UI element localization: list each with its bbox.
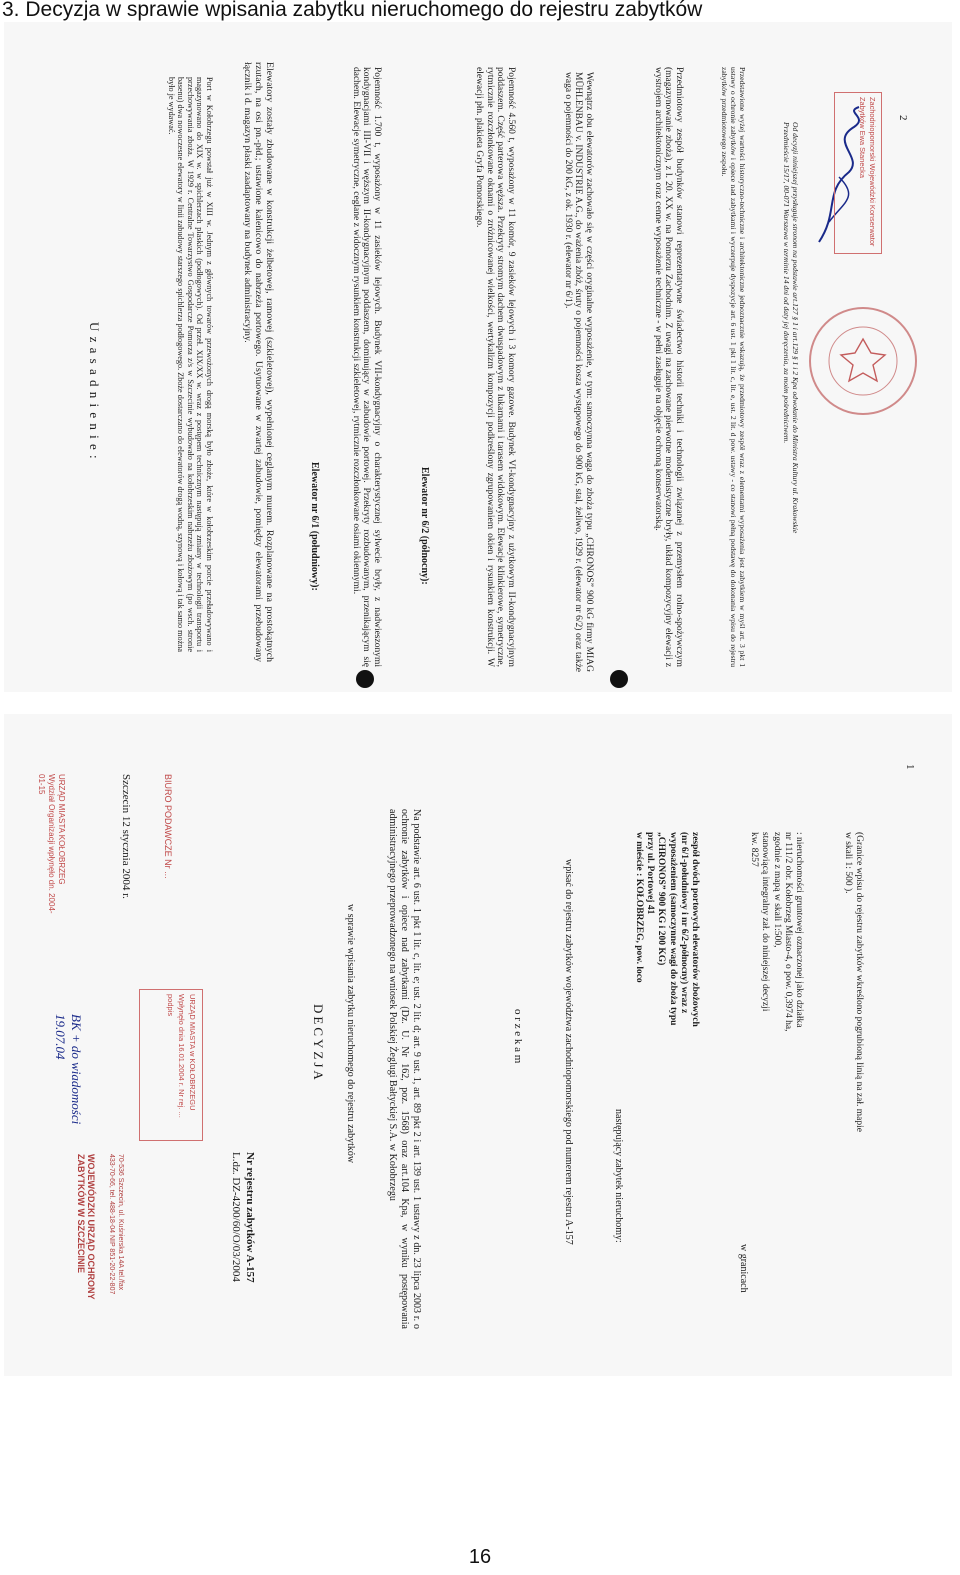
appeal-note: Od decyzji niniejszej przysługuje stronom na podstawie art.127 § 1 i art.129 § 1 i 2 Kpa odwołanie do Ministra Kultury ul. Krakowskie Przedmieście 15/17, 00-071 Warszawa w terminie 14 dni od daty jej doręczenia, za moim pośrednictwem. bbox=[782, 122, 800, 534]
bounds-line: nr 111/2 obr. Kołobrzeg Miasto-4, o pow. 0,3974 ha, bbox=[782, 832, 793, 1032]
stamp-kolobrzeg bbox=[139, 989, 203, 1141]
decision-text: wpisać do rejestru zabytków województwa zachodniopomorskiego pod numerem rejestru A-157 bbox=[563, 859, 574, 1245]
object-line: „CHRONOS” 900 KG i 200 KG) bbox=[656, 832, 667, 966]
place-date: Szczecin 12 stycznia 2004 r. bbox=[120, 774, 132, 899]
object-line: w mieście : KOŁOBRZEG, pow. loco bbox=[633, 832, 644, 983]
conclusion: Przedstawione wyżej wartości historyczno-techniczne i architektoniczne jednoznacznie wskazują, że przedmiotowy zespół wraz z elementami wyposażenia jest zabytkiem w myśl art. 3 pkt 1 ustawy o ochronie zabytków i opiece nad zabytkami i wyczerpuje dyspozycje art. 6 ust. 1 pkt 1 lit. c, lit. e, ust. 2 lit. d pow. ustawy - co stanowi pełną podstawę do dokonania wpisu do rejestru zabytków przedmiotowego zespołu. bbox=[720, 67, 747, 667]
bounds-line: zgodnie z mapą w skali 1:500, bbox=[771, 832, 782, 948]
sheet-1-number: 1 bbox=[904, 764, 916, 770]
bounds-line: : nieruchomości gruntowej oznaczonej jako działka bbox=[794, 832, 804, 1028]
punch-hole-right bbox=[610, 670, 628, 688]
page-heading: 3. Decyzja w sprawie wpisania zabytku nieruchomego do rejestru zabytków bbox=[2, 0, 703, 21]
legal-basis: Na podstawie art. 6 ust. 1 pkt 1 lit. c, lit. e; ust. 2 lit. d; art. 9 ust. 1, art. 89 pkt 2 i art. 139 ust. 1 ustawy z dn. 23 lipca 2003 r. o ochronie zabytków i opiece nad zabytkami (Dz. U. Nr 162, poz. 1568) oraz art.104 Kpa, w wyniku postępowania administracyjnego przeprowadzonego na wniosek Polskiej Żeglugi Bałtyckiej S.A. w Kołobrzegu bbox=[387, 809, 422, 1329]
signature-stamp bbox=[834, 92, 882, 254]
stamp-kolobrzeg-text: URZĄD MIASTA w KOŁOBRZEGU Wpłynęło dnia 16.01.2004 r. Nr rej. ... podpis bbox=[166, 994, 197, 1118]
object-line: (nr 6/1-południowy i nr 6/2-północny) wraz z bbox=[678, 832, 689, 1014]
sheet-2-heading: U z a s a d n i e n i e : bbox=[87, 322, 102, 460]
elevator-62-heading: Elewator nr 6/2 (północny): bbox=[419, 467, 430, 585]
bounds-label: w granicach bbox=[738, 1244, 749, 1293]
signature-stamp-text: Zachodniopomorski Wojewódzki Konserwator Zabytków Ewa Stanecka bbox=[858, 97, 877, 247]
reference-number: L.dz. DZ-4200/60/O/03/2004 bbox=[230, 1152, 242, 1282]
register-number: Nr rejestru zabytków A-157 bbox=[244, 1152, 256, 1283]
stamp-city-office: URZĄD MIASTA KOŁOBRZEG Wydział Organizacji wpłynęło dn. 2004-01-15 bbox=[37, 774, 66, 914]
decision-title: DECYZJA bbox=[311, 1004, 326, 1083]
sheet-2 bbox=[4, 22, 952, 692]
bounds-description bbox=[748, 832, 804, 1132]
object-line: wyposażeniem (samoczynne wagi do zboża typu bbox=[667, 832, 678, 1026]
bounds-line: stanowiącą integralny zał. do niniejszej decyzji bbox=[760, 832, 771, 1012]
handwritten-note: BK + do wiadomości 19.07.04 bbox=[53, 1014, 84, 1125]
eagle-seal-icon bbox=[811, 309, 915, 413]
interior-equipment: Wewnątrz obu elewatorów zachowało się w części oryginalne wyposażenie, w tym: samoczynna waga do zboża typu „CHRONOS” 900 kG firmy MIAG MÜHLENBAU v. INDUSTRIE A.G., do ważenia zbóż, śruty o pojemności kosza występowego do 900 kG, stal, żeliwo, 1929 r. (elewator nr 6/2) oraz także waga o pojemności do 200 kG, z ok. 1930 r. (elewator nr 6/1). bbox=[562, 72, 594, 672]
elevator-61-text: Pojemność 1.700 t, wyposażony w 11 zasieków lejowych. Budynek VII-kondygnacyjny o charakterystycznej sylwecie bryły, z nadwieszonymi kondygnacjami III-VII i węższym II-kondygnacyjnym poddaszem, dominujący w zabudowie portowej. Przekryty rozbudowanym, przenikającym się dachem. Elewacje symetryczne, ceglane z widocznym rysunkiem konstrukcji szkieletowej, rytmicznie rozczłonkowane osiami okiennymi. bbox=[350, 67, 382, 667]
authority-header: WOJEWÓDZKI URZĄD OCHRONY ZABYTKÓW W SZCZECINIE bbox=[76, 1154, 96, 1300]
bounds-note: (Granice wpisu do rejestru zabytków wkreślono pogrubioną linią na zał. mapie w skali 1: 500 ). bbox=[842, 832, 864, 1132]
punch-hole-left bbox=[356, 670, 374, 688]
sheet-2-intro: Port w Kołobrzegu powstał już w XIII w. Jednym z głównych towarów przewożonych drogą morską było zboże, które w kołobrzeskim porcie przeładowywano i magazynowano do XIX w. w spichlerzach plaskich (podłogowych). Od przeł. XIX/XX w. wraz z postępem technicznym następują zmiany w technologii transportu i przechowywania zboża. W 1929 r. Centralne Towarzystwo Gospodarcze Pomorza z/s w Szczecinie wybudowało na kołobrzeskim nabrzeżu zbożowym (po wsch. stronie basenu) dwa nowoczesne elewatory w linii zabudowy starszego spichlerza podłogowego. Zboże dostarczano do elewatorów drogą wodną, szynową i kołową i tak samo można było je wydawać. bbox=[166, 77, 214, 652]
object-label: następujący zabytek nieruchomy: bbox=[613, 1109, 624, 1243]
bounds-line: kw. 8257 bbox=[749, 832, 760, 867]
decision-subject: w sprawie wpisania zabytku nieruchomego do rejestru zabytków bbox=[345, 904, 356, 1164]
significance: Przedmiotowy zespół budynków stanowi reprezentatywne świadectwo historii techniki i technologii związanej z przemysłem rolno-spożywczym (magazynowanie zboża), z l. 20. XX w. na Pomorzu Zachodnim. Z uwagi na zachowane pierwotne modernistyczne bryły, układ kompozycyjny elewacji z wystrojem architektonicznym oraz cenne wyposażenie techniczne - w pełni zasługuje na objęcie ochroną konserwatorską. bbox=[652, 67, 684, 667]
elevator-61-heading: Elewator nr 6/1 (południowy): bbox=[309, 462, 320, 591]
fold-gap bbox=[4, 692, 952, 714]
stamp-office: BIURO PODAWCZE Nr ... bbox=[163, 774, 173, 879]
sheet-1 bbox=[4, 714, 952, 1376]
object-line: przy ul. Portowej 41 bbox=[645, 832, 656, 915]
orzekam: o r z e k a m bbox=[512, 1009, 524, 1064]
page-number: 16 bbox=[468, 1546, 492, 1568]
scanned-document bbox=[4, 22, 952, 1376]
object-description bbox=[633, 832, 700, 1112]
authority-address: 70-536 Szczecin, ul. Kuśnierska 14A tel./fax 433-70-66, tel. 488-18-04 NIP 851-20-22-807 bbox=[108, 1154, 124, 1295]
sheet-2-number: 2 bbox=[897, 115, 909, 121]
elevator-62-text: Pojemność 4.560 t, wyposażony w 11 komór, 9 zasieków lejowych i 3 komory gazowe. Budynek VI-kondygnacyjny z użytkowym II-kondygnacyjnym poddaszem. Część parterowa węższa. Przekryty stromym dachem dwuspadowym z lukarnami i tarasem widokowym. Elewacje klinkierowe, symetryczne, rytmicznie rozczłonkowane oknami o zróżnicowanej wielkości, wertykalizm kompozycji podkreślony zgrupowaniem okien i rysunkiem konstrukcji. W elewacji płn. plakieta Gryfa Pomorskiego. bbox=[474, 67, 516, 667]
sheet-2-construction: Elewatory zostały zbudowane w konstrukcji żelbetowej, ramowej (szkieletowej), wypełnionej ceglanym murem. Rozplanowane na prostokątnych rzutach, na osi pn.-płd.; ustawione kalenicowo do nabrzeża portowego. Usytuowane w zwartej zabudowie, pomiędzy elewatorami przebudowany łącznik i d. magazyn płaski zaadaptowany na budynek administracyjny. bbox=[242, 62, 275, 662]
object-line: zespół dwóch portowych elewatorów zbożowych bbox=[690, 832, 700, 1027]
round-seal-stamp bbox=[809, 307, 917, 415]
